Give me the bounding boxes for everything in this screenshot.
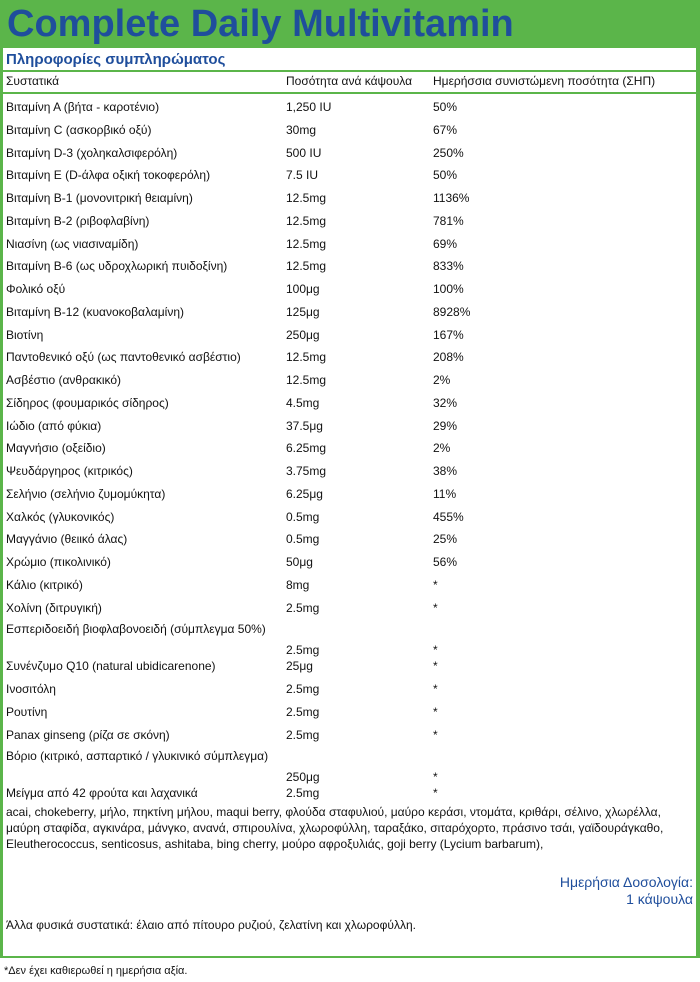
ingredient-dv: 208% <box>433 350 464 365</box>
ingredient-dv: 56% <box>433 555 458 569</box>
dosage-label: Ημερήσια Δοσολογία: <box>559 874 693 890</box>
ingredient-name: Κάλιο (κιτρικό) <box>6 577 83 592</box>
ingredient-dv: 250% <box>433 145 464 160</box>
table-row <box>3 278 696 300</box>
table-row <box>3 369 696 391</box>
fruit-vegetable-blend-text: acai, chokeberry, μήλο, πηκτίνη μήλου, maqui berry, φλούδα σταφυλιού, μαύρο κεράσι, ντομάτα, κριθάρι, σέλινο, χλωρέλλα, μαύρη σταφίδα, αγκινάρα, μάνγκο, ανανά, σπιρουλίνα, χλωροφύλλη, ταραξάκο, σιταρόχορτο, πράσινο τσάι, γαϊδουράγκαθο, Eleutherococcus, senticosus, ashitaba, bing cherry, μούρο αφροξυλιάς, goji berry (Lycium barbarum), <box>6 805 664 851</box>
header-amount: Ποσότητα ανά κάψουλα <box>286 74 413 88</box>
ingredient-name: Panax ginseng (ρίζα σε σκόνη) <box>6 727 170 742</box>
ingredient-amount: 12.5mg <box>286 213 327 228</box>
ingredient-name: Παντοθενικό οξύ (ως παντοθενικό ασβέστιο) <box>6 350 241 365</box>
table-row <box>3 324 696 346</box>
ingredient-name: Ασβέστιο (ανθρακικό) <box>6 373 122 387</box>
facts-subtitle: Πληροφορίες συμπληρώματος <box>6 51 226 68</box>
table-row <box>3 655 696 677</box>
ingredient-name: Εσπεριδοειδή βιοφλαβονοειδή (σύμπλεγμα 50%) <box>6 622 266 637</box>
table-row <box>3 164 696 186</box>
ingredient-name: Χολίνη (διτρυγική) <box>6 600 102 615</box>
ingredient-name: Ιώδιο (από φύκια) <box>6 418 102 433</box>
table-row <box>3 437 696 459</box>
table-row <box>3 701 696 723</box>
ingredient-dv: 100% <box>433 282 464 296</box>
ingredient-amount: 2.5mg <box>286 727 320 742</box>
ingredient-amount: 2.5mg <box>286 600 320 615</box>
divider <box>3 92 696 94</box>
ingredient-dv: * <box>433 659 438 674</box>
table-row <box>3 724 696 746</box>
ingredient-dv: * <box>433 682 438 696</box>
footnote: *Δεν έχει καθιερωθεί η ημερήσια αξία. <box>4 965 188 977</box>
ingredient-amount: 30mg <box>286 122 317 137</box>
table-row <box>3 233 696 255</box>
ingredient-dv: 50% <box>433 168 458 183</box>
ingredient-amount: 4.5mg <box>286 395 320 410</box>
ingredient-dv: 38% <box>433 464 458 478</box>
ingredient-dv: 32% <box>433 395 458 410</box>
ingredient-name: Σίδηρος (φουμαρικός σίδηρος) <box>6 395 169 410</box>
ingredient-name: Συνένζυμο Q10 (natural ubidicarenone) <box>6 659 216 674</box>
ingredient-name: Μαγγάνιο (θειικό άλας) <box>6 532 128 547</box>
ingredient-dv: 455% <box>433 509 464 524</box>
ingredient-name: Βιταμίνη Α (βήτα - καροτένιο) <box>6 100 160 114</box>
table-row <box>3 506 696 528</box>
ingredient-amount: 37.5μg <box>286 418 323 433</box>
ingredient-dv: * <box>433 704 438 719</box>
ingredient-name: Ρουτίνη <box>6 704 48 719</box>
table-row <box>3 551 696 573</box>
ingredient-dv: * <box>433 770 438 785</box>
table-row <box>3 619 696 659</box>
table-row <box>3 415 696 437</box>
ingredient-amount: 2.5mg <box>286 786 320 801</box>
dosage-value: 1 κάψουλα <box>626 891 693 907</box>
ingredient-amount: 12.5mg <box>286 350 327 365</box>
ingredient-name: Νιασίνη (ως νιασιναμίδη) <box>6 236 139 251</box>
facts-box <box>3 48 696 956</box>
ingredient-amount: 0.5mg <box>286 532 320 547</box>
ingredient-dv: 8928% <box>433 304 471 319</box>
header-ingredient: Συστατικά <box>6 74 60 88</box>
table-row <box>3 346 696 368</box>
ingredient-amount: 0.5mg <box>286 509 320 524</box>
table-row <box>3 782 696 804</box>
ingredient-dv: 167% <box>433 327 464 342</box>
ingredient-name: Φολικό οξύ <box>6 282 66 296</box>
header-dv: Ημερήσσια συνιστώμενη ποσότητα (ΣΗΠ) <box>433 74 656 88</box>
ingredient-amount: 6.25mg <box>286 441 327 456</box>
divider <box>3 70 696 72</box>
table-row <box>3 746 696 786</box>
ingredient-amount: 7.5 IU <box>286 168 319 183</box>
table-row <box>3 392 696 414</box>
ingredient-dv: 2% <box>433 441 451 456</box>
ingredient-amount: 12.5mg <box>286 259 327 274</box>
ingredient-name: Χαλκός (γλυκονικός) <box>6 509 115 524</box>
ingredient-name: Βόριο (κιτρικό, ασπαρτικό / γλυκινικό σύμπλεγμα) <box>6 749 269 764</box>
ingredient-dv: 25% <box>433 532 458 547</box>
table-row <box>3 460 696 482</box>
table-row <box>3 187 696 209</box>
table-row <box>3 528 696 550</box>
table-row <box>3 96 696 118</box>
ingredient-amount: 8mg <box>286 577 310 592</box>
table-row <box>3 483 696 505</box>
ingredient-amount: 100μg <box>286 282 320 296</box>
ingredient-name: Ινοσιτόλη <box>6 682 56 696</box>
ingredient-amount: 250μg <box>286 770 320 785</box>
ingredient-name: Σελήνιο (σελήνιο ζυμομύκητα) <box>6 486 166 501</box>
ingredient-dv: 781% <box>433 213 464 228</box>
ingredient-amount: 12.5mg <box>286 191 327 205</box>
table-row <box>3 255 696 277</box>
table-row <box>3 597 696 619</box>
ingredient-dv: * <box>433 577 438 592</box>
table-row <box>3 142 696 164</box>
ingredient-dv: * <box>433 727 438 742</box>
ingredient-name: Βιταμίνη B-6 (ως υδροχλωρική πυιδοξίνη) <box>6 259 228 274</box>
ingredient-amount: 3.75mg <box>286 464 327 478</box>
table-row <box>3 574 696 596</box>
other-ingredients: Άλλα φυσικά συστατικά: έλαιο από πίτουρο ρυζιού, ζελατίνη και χλωροφύλλη. <box>6 918 416 932</box>
ingredient-dv: * <box>433 600 438 615</box>
table-row <box>3 210 696 232</box>
ingredient-dv: * <box>433 643 438 658</box>
ingredient-dv: 29% <box>433 418 458 433</box>
ingredient-name: Βιταμίνη B-2 (ριβοφλαβίνη) <box>6 213 150 228</box>
ingredient-name: Μαγνήσιο (οξείδιο) <box>6 441 106 456</box>
ingredient-amount: 50μg <box>286 555 313 569</box>
ingredient-amount: 2.5mg <box>286 643 320 658</box>
ingredient-dv: 2% <box>433 373 451 387</box>
table-row <box>3 301 696 323</box>
ingredient-dv: 11% <box>433 486 457 501</box>
ingredient-name: Βιταμίνη E (D-άλφα οξική τοκοφερόλη) <box>6 168 211 183</box>
ingredient-name: Βιταμίνη B-12 (κυανοκοβαλαμίνη) <box>6 304 184 319</box>
ingredient-amount: 12.5mg <box>286 236 327 251</box>
table-row <box>3 678 696 700</box>
ingredient-dv: * <box>433 786 438 801</box>
ingredient-name: Χρώμιο (πικολινικό) <box>6 555 111 569</box>
ingredient-amount: 2.5mg <box>286 704 320 719</box>
ingredient-amount: 6.25μg <box>286 486 323 501</box>
ingredient-amount: 500 IU <box>286 145 322 160</box>
ingredient-dv: 50% <box>433 100 458 114</box>
ingredient-dv: 69% <box>433 236 458 251</box>
ingredient-name: Ψευδάργηρος (κιτρικός) <box>6 464 133 478</box>
ingredient-dv: 1136% <box>433 191 470 205</box>
daily-dosage <box>560 874 693 908</box>
ingredient-name: Βιταμίνη D-3 (χοληκαλσιφερόλη) <box>6 145 178 160</box>
ingredient-amount: 2.5mg <box>286 682 320 696</box>
ingredient-amount: 125μg <box>286 304 320 319</box>
ingredient-name: Μείγμα από 42 φρούτα και λαχανικά <box>6 786 198 801</box>
ingredient-name: Βιταμίνη B-1 (μονονιτρική θειαμίνη) <box>6 191 193 205</box>
ingredient-dv: 67% <box>433 122 458 137</box>
product-title: Complete Daily Multivitamin <box>7 3 514 45</box>
ingredient-amount: 12.5mg <box>286 373 327 387</box>
ingredient-dv: 833% <box>433 259 464 274</box>
ingredient-name: Βιταμίνη C (ασκορβικό οξύ) <box>6 122 152 137</box>
ingredient-amount: 250μg <box>286 327 320 342</box>
ingredient-amount: 1,250 IU <box>286 100 332 114</box>
ingredient-amount: 25μg <box>286 659 313 674</box>
ingredient-name: Βιοτίνη <box>6 327 44 342</box>
table-row <box>3 119 696 141</box>
